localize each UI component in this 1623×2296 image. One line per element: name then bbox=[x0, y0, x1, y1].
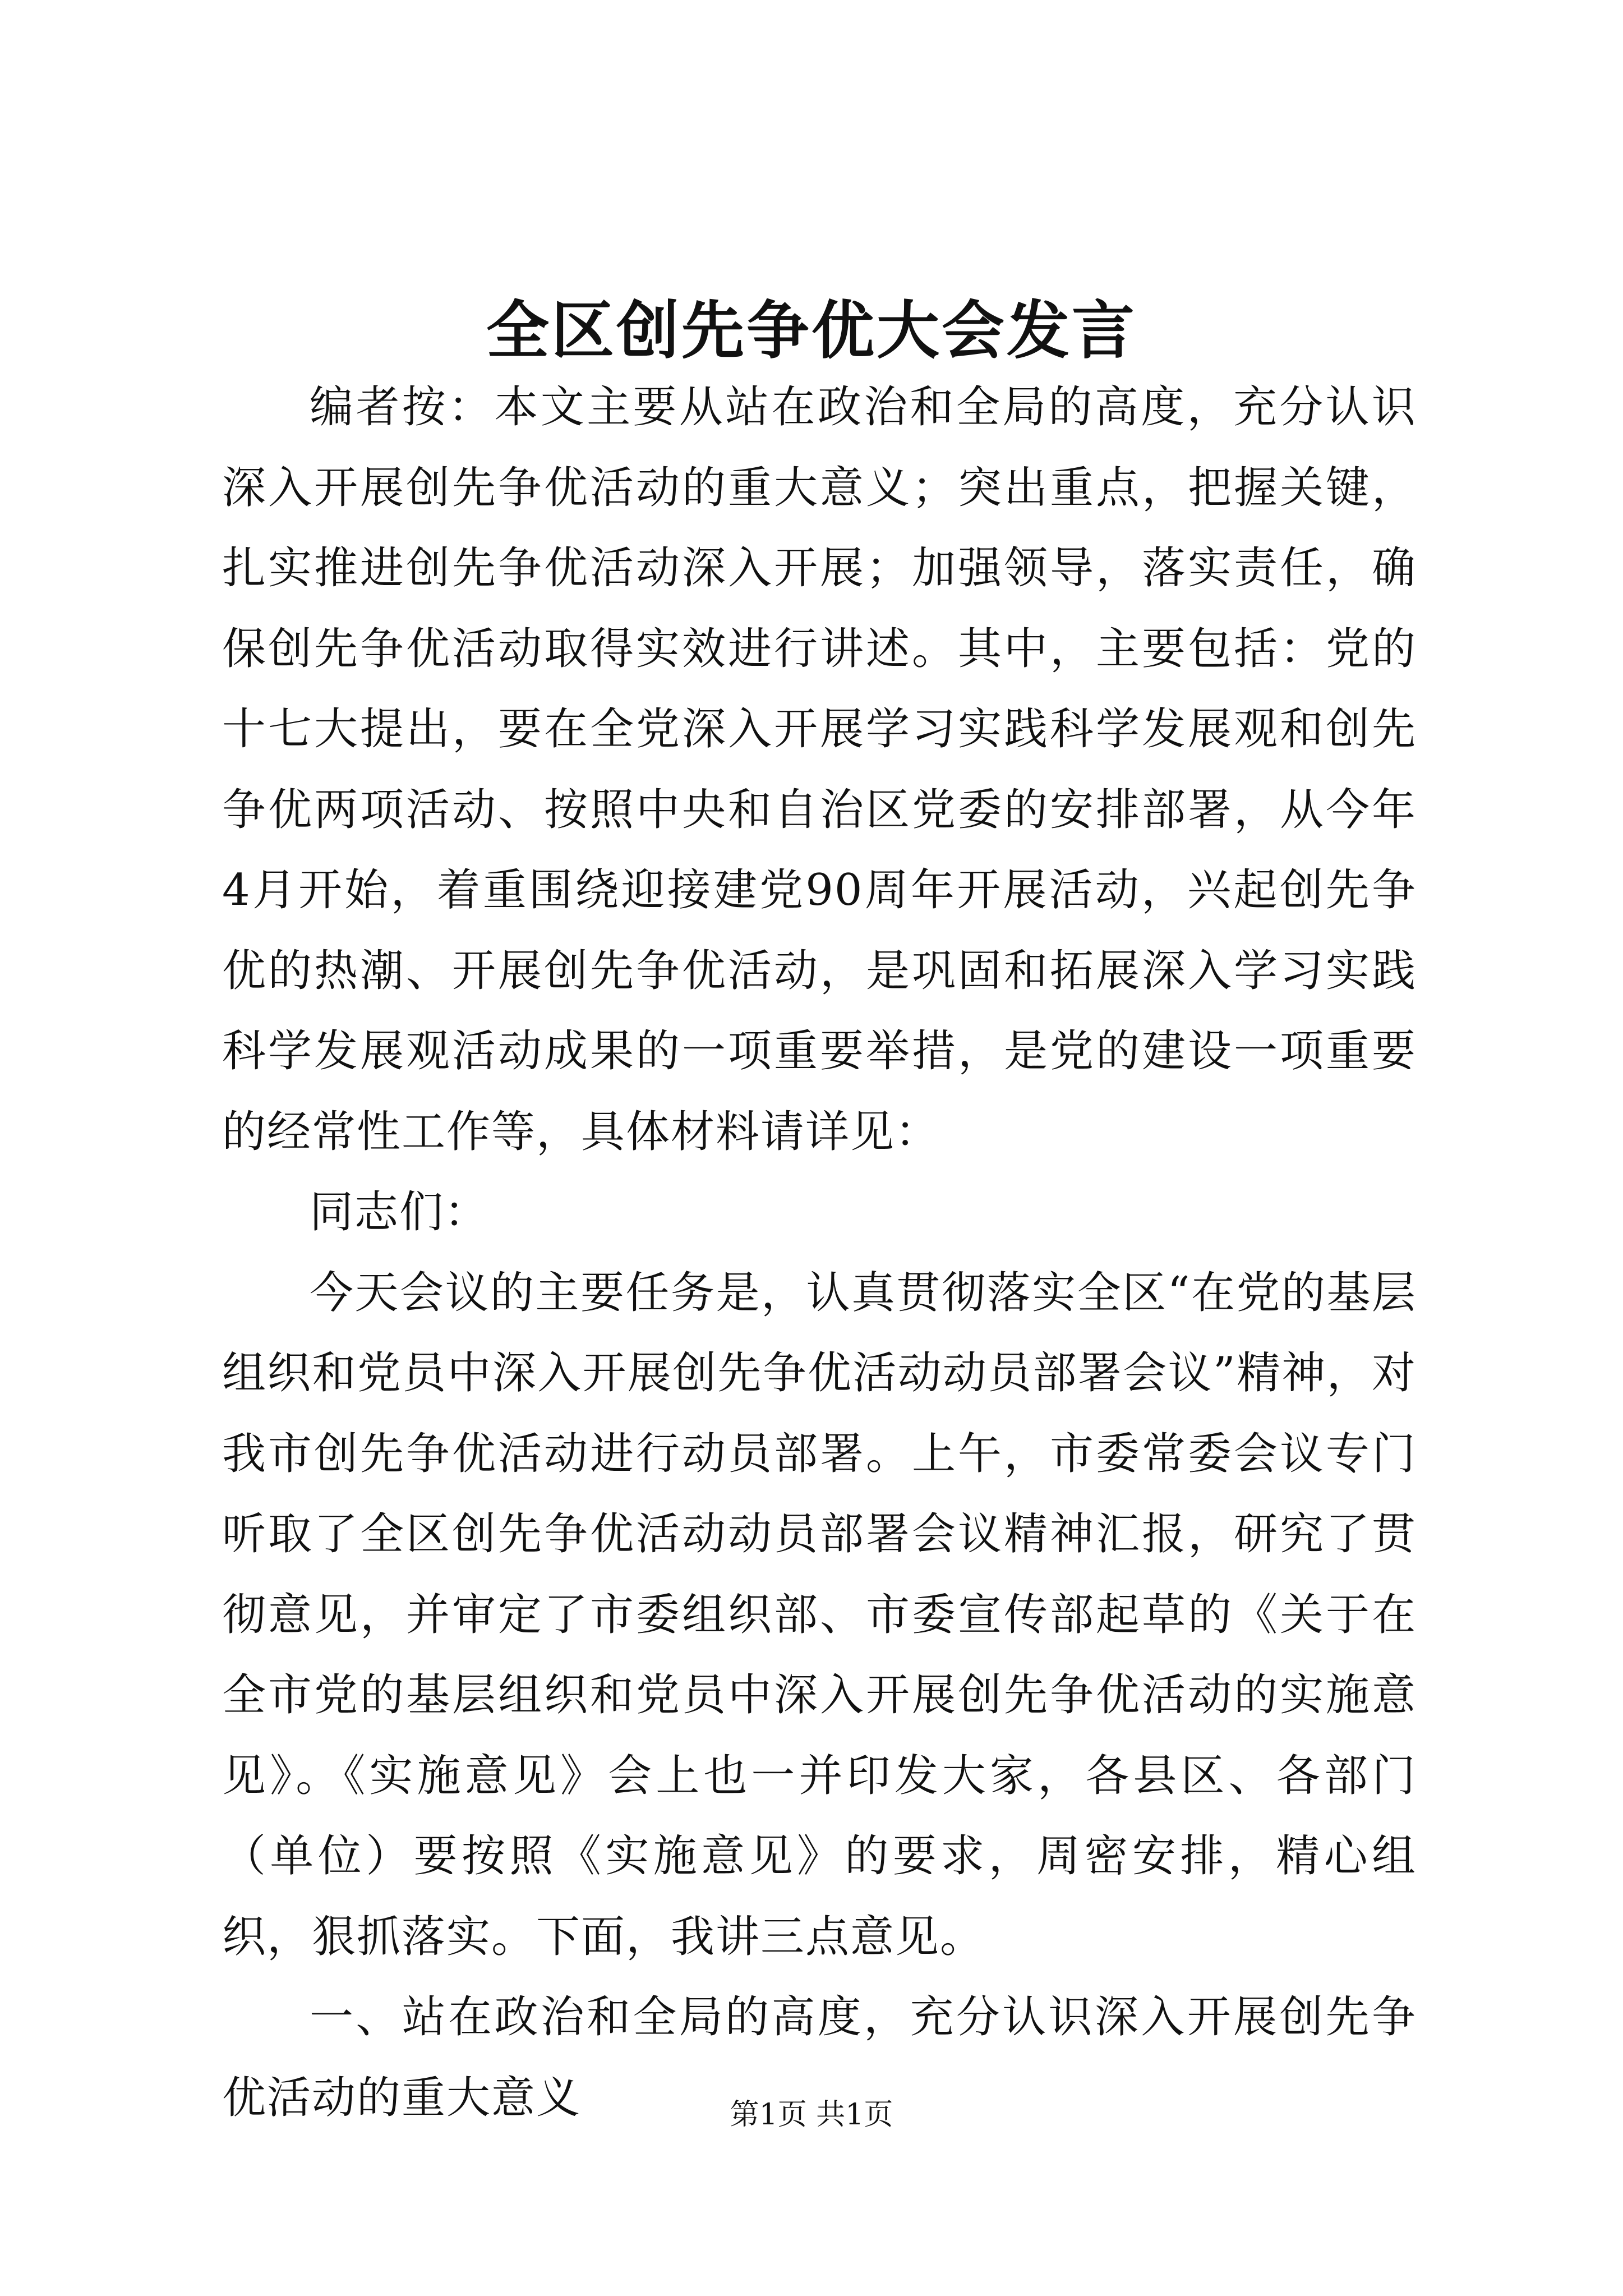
paragraph-editor-note: 编者按：本文主要从站在政治和全局的高度，充分认识深入开展创先争优活动的重大意义；突出重点，把握关键，扎实推进创先争优活动深入开展；加强领导，落实责任，确保创先争优活动取得实效进行讲述。其中，主要包括：党的十七大提出，要在全党深入开展学习实践科学发展观和创先争优两项活动、按照中央和自治区党委的安排部署，从今年4月开始，着重围绕迎接建党90周年开展活动，兴起创先争优的热潮、开展创先争优活动，是巩固和拓展深入学习实践科学发展观活动成果的一项重要举措，是党的建设一项重要的经常性工作等，具体材料请详见： bbox=[222, 382, 1417, 1157]
page-footer: 第1页 共1页 bbox=[730, 2098, 893, 2132]
paragraph-meeting-task: 今天会议的主要任务是，认真贯彻落实全区“在党的基层组织和党员中深入开展创先争优活动动员部署会议”精神，对我市创先争优活动进行动员部署。上午，市委常委会议专门听取了全区创先争优活动动员部署会议精神汇报，研究了贯彻意见，并审定了市委组织部、市委宣传部起草的《关于在全市党的基层组织和党员中深入开展创先争优活动的实施意见》。《实施意见》会上也一并印发大家，各县区、各部门（单位）要按照《实施意见》的要求，周密安排，精心组织，狠抓落实。下面，我讲三点意见。 bbox=[222, 1267, 1417, 1962]
paragraph-section-one-heading: 一、站在政治和全局的高度，充分认识深入开展创先争优活动的重大意义 bbox=[222, 1992, 1417, 2123]
document-body bbox=[222, 367, 1417, 2138]
document-title: 全区创先争优大会发言 bbox=[486, 294, 1137, 367]
paragraph-greeting: 同志们： bbox=[310, 1187, 490, 1237]
